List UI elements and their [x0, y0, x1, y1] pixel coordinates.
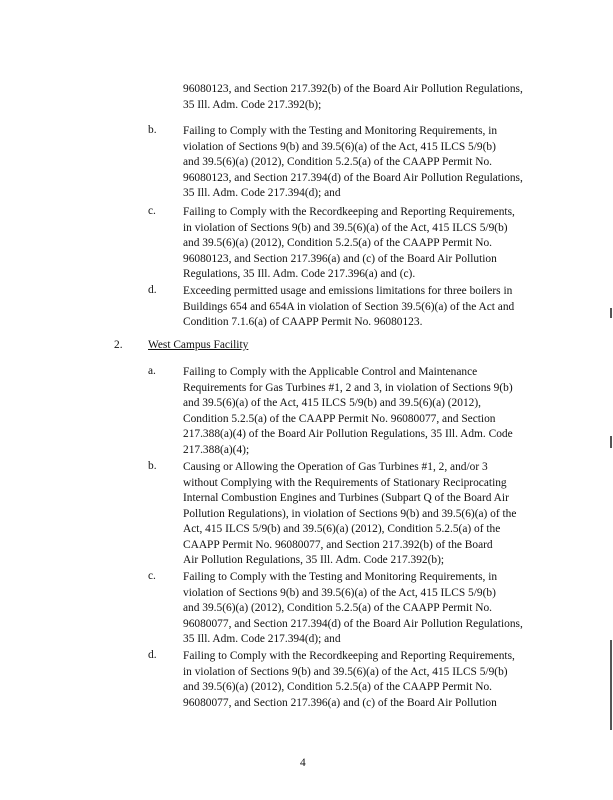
text-line: 96080123, and Section 217.394(d) of the Board Air Pollution Regulations, — [183, 171, 523, 184]
item-paragraph — [183, 460, 516, 569]
text-line: 35 Ill. Adm. Code 217.392(b); — [183, 98, 322, 111]
item-label: c. — [148, 570, 156, 582]
text-line: Air Pollution Regulations, 35 Ill. Adm. Code 217.392(b); — [183, 554, 445, 566]
text-line: Internal Combustion Engines and Turbines (Subpart Q of the Board Air — [183, 492, 509, 504]
text-line: and 39.5(6)(a) of the Act, 415 ILCS 5/9(b) and 39.5(6)(a) (2012), — [183, 397, 481, 409]
section-title: West Campus Facility — [148, 339, 249, 351]
item-label: b. — [148, 460, 157, 472]
item-label: d. — [148, 284, 157, 296]
page-number: 4 — [300, 757, 306, 769]
text-line: Failing to Comply with the Recordkeeping and Reporting Requirements, — [183, 206, 515, 218]
text-line: Failing to Comply with the Testing and Monitoring Requirements, in — [183, 125, 498, 137]
text-line: 96080077, and Section 217.396(a) and (c) of the Board Air Pollution — [183, 696, 497, 709]
text-line: 35 Ill. Adm. Code 217.394(d); and — [183, 633, 341, 645]
text-line: in violation of Sections 9(b) and 39.5(6)(a) of the Act, 415 ILCS 5/9(b) — [183, 665, 508, 678]
item-paragraph — [183, 649, 515, 711]
item-paragraph — [183, 205, 515, 283]
text-line: 217.388(a)(4); — [183, 443, 250, 456]
item-paragraph — [183, 124, 523, 202]
text-line: Failing to Comply with the Testing and Monitoring Requirements, in — [183, 571, 498, 583]
text-line: Exceeding permitted usage and emissions limitations for three boilers in — [183, 285, 513, 297]
text-line: and 39.5(6)(a) (2012), Condition 5.2.5(a) of the CAAPP Permit No. — [183, 602, 492, 614]
item-paragraph — [183, 570, 523, 648]
text-line: and 39.5(6)(a) (2012), Condition 5.2.5(a) of the CAAPP Permit No. — [183, 237, 492, 249]
text-line: CAAPP Permit No. 96080077, and Section 217.392(b) of the Board — [183, 538, 493, 551]
text-line: violation of Sections 9(b) and 39.5(6)(a) of the Act, 415 ILCS 5/9(b) — [183, 140, 496, 153]
text-line: without Complying with the Requirements of Stationary Reciprocating — [183, 476, 507, 489]
text-line: Causing or Allowing the Operation of Gas Turbines #1, 2, and/or 3 — [183, 461, 488, 473]
item-paragraph — [183, 365, 513, 458]
text-line: Requirements for Gas Turbines #1, 2 and 3, in violation of Sections 9(b) — [183, 381, 513, 394]
text-line: Condition 5.2.5(a) of the CAAPP Permit No. 96080077, and Section — [183, 412, 496, 425]
text-line: 96080077, and Section 217.394(d) of the Board Air Pollution Regulations, — [183, 617, 523, 630]
text-line: violation of Sections 9(b) and 39.5(6)(a) of the Act, 415 ILCS 5/9(b) — [183, 586, 496, 599]
text-line: Condition 7.1.6(a) of CAAPP Permit No. 96080123. — [183, 316, 423, 328]
item-label: c. — [148, 205, 156, 217]
scan-edge-mark — [610, 436, 612, 448]
text-line: Pollution Regulations), in violation of Sections 9(b) and 39.5(6)(a) of the — [183, 507, 517, 520]
text-line: Act, 415 ILCS 5/9(b) and 39.5(6)(a) (2012), Condition 5.2.5(a) of the — [183, 523, 501, 535]
text-line: 217.388(a)(4) of the Board Air Pollution Regulations, 35 Ill. Adm. Code — [183, 428, 513, 440]
text-line: 96080123, and Section 217.396(a) and (c) of the Board Air Pollution — [183, 252, 497, 265]
text-line: Failing to Comply with the Recordkeeping and Reporting Requirements, — [183, 650, 515, 662]
text-line: and 39.5(6)(a) (2012), Condition 5.2.5(a) of the CAAPP Permit No. — [183, 681, 492, 693]
item-label: d. — [148, 649, 157, 661]
text-line: Buildings 654 and 654A in violation of Section 39.5(6)(a) of the Act and — [183, 300, 515, 313]
section-number: 2. — [114, 339, 123, 351]
text-line: Regulations, 35 Ill. Adm. Code 217.396(a) and (c). — [183, 268, 416, 280]
text-line: in violation of Sections 9(b) and 39.5(6)(a) of the Act, 415 ILCS 5/9(b) — [183, 221, 508, 234]
text-line: 35 Ill. Adm. Code 217.394(d); and — [183, 187, 341, 199]
text-line: 96080123, and Section 217.392(b) of the Board Air Pollution Regulations, — [183, 83, 523, 95]
text-line: Failing to Comply with the Applicable Control and Maintenance — [183, 366, 478, 378]
item-label: b. — [148, 124, 157, 136]
continuation-paragraph — [183, 82, 523, 113]
text-line: and 39.5(6)(a) (2012), Condition 5.2.5(a) of the CAAPP Permit No. — [183, 156, 492, 168]
item-label: a. — [148, 365, 156, 377]
scan-edge-mark — [610, 640, 612, 730]
scan-edge-mark — [610, 308, 612, 318]
item-paragraph — [183, 284, 514, 331]
